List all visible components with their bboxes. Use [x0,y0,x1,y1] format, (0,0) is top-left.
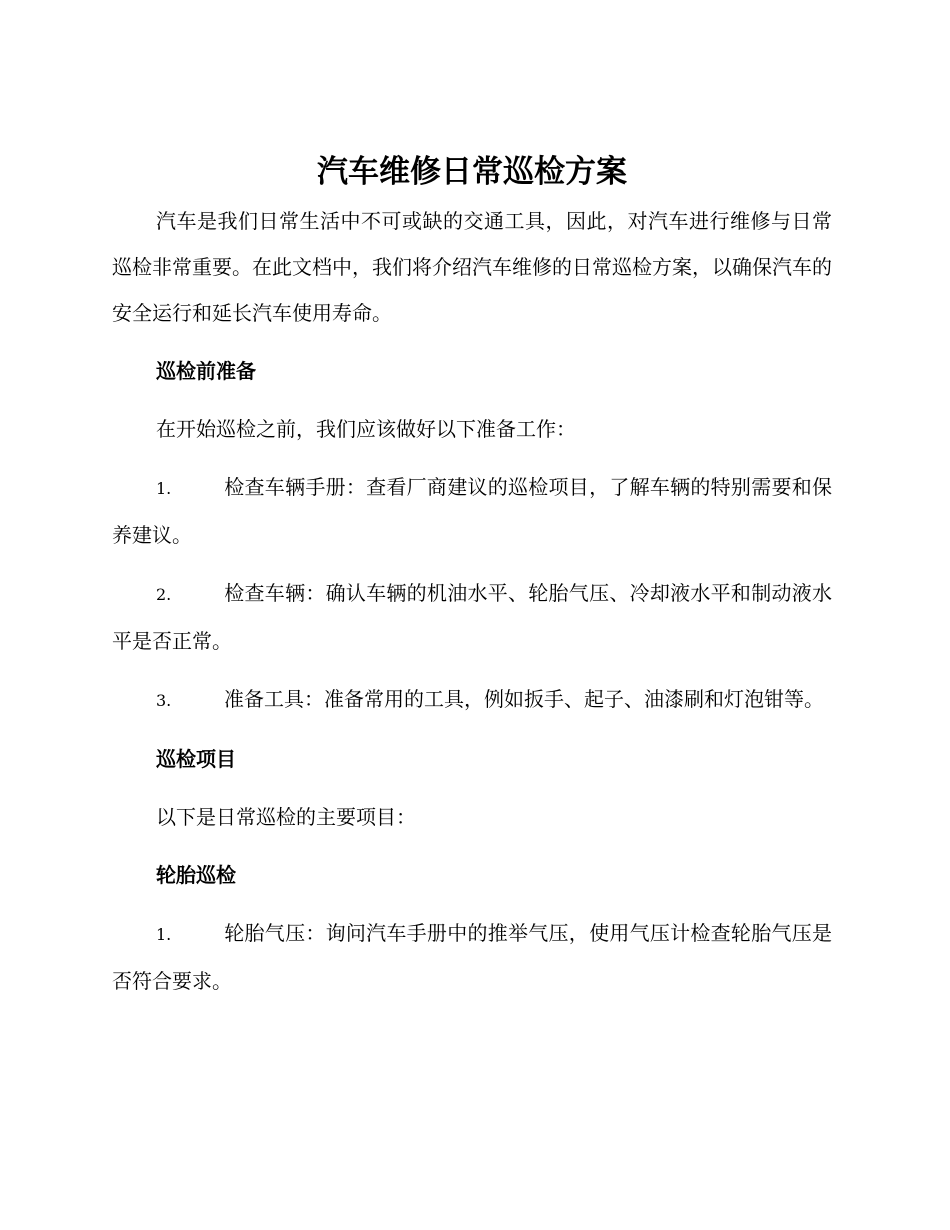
list-text: 准备工具：准备常用的工具，例如扳手、起子、油漆刷和灯泡钳等。 [224,687,824,711]
intro-paragraph: 汽车是我们日常生活中不可或缺的交通工具，因此，对汽车进行维修与日常巡检非常重要。在此文档中，我们将介绍汽车维修的日常巡检方案，以确保汽车的安全运行和延长汽车使用寿命。 [112,209,832,325]
document-page [112,148,832,1004]
list-item [112,676,832,724]
list-item [112,464,832,558]
list-text: 检查车辆：确认车辆的机油水平、轮胎气压、冷却液水平和制动液水平是否正常。 [112,581,832,653]
items-lead: 以下是日常巡检的主要项目： [156,805,416,829]
list-number: 2. [156,585,172,604]
list-number: 1. [156,925,172,944]
list-item [112,910,832,1004]
section-heading-preparation: 巡检前准备 [156,359,256,383]
list-number: 1. [156,479,172,498]
section-heading-items: 巡检项目 [156,747,236,771]
list-number: 3. [156,691,172,710]
list-item [112,570,832,664]
preparation-lead: 在开始巡检之前，我们应该做好以下准备工作： [156,417,576,441]
list-text: 检查车辆手册：查看厂商建议的巡检项目，了解车辆的特别需要和保养建议。 [112,475,832,547]
document-title: 汽车维修日常巡检方案 [317,154,627,190]
list-text: 轮胎气压：询问汽车手册中的推举气压，使用气压计检查轮胎气压是否符合要求。 [112,921,832,993]
section-heading-tire: 轮胎巡检 [156,863,236,887]
